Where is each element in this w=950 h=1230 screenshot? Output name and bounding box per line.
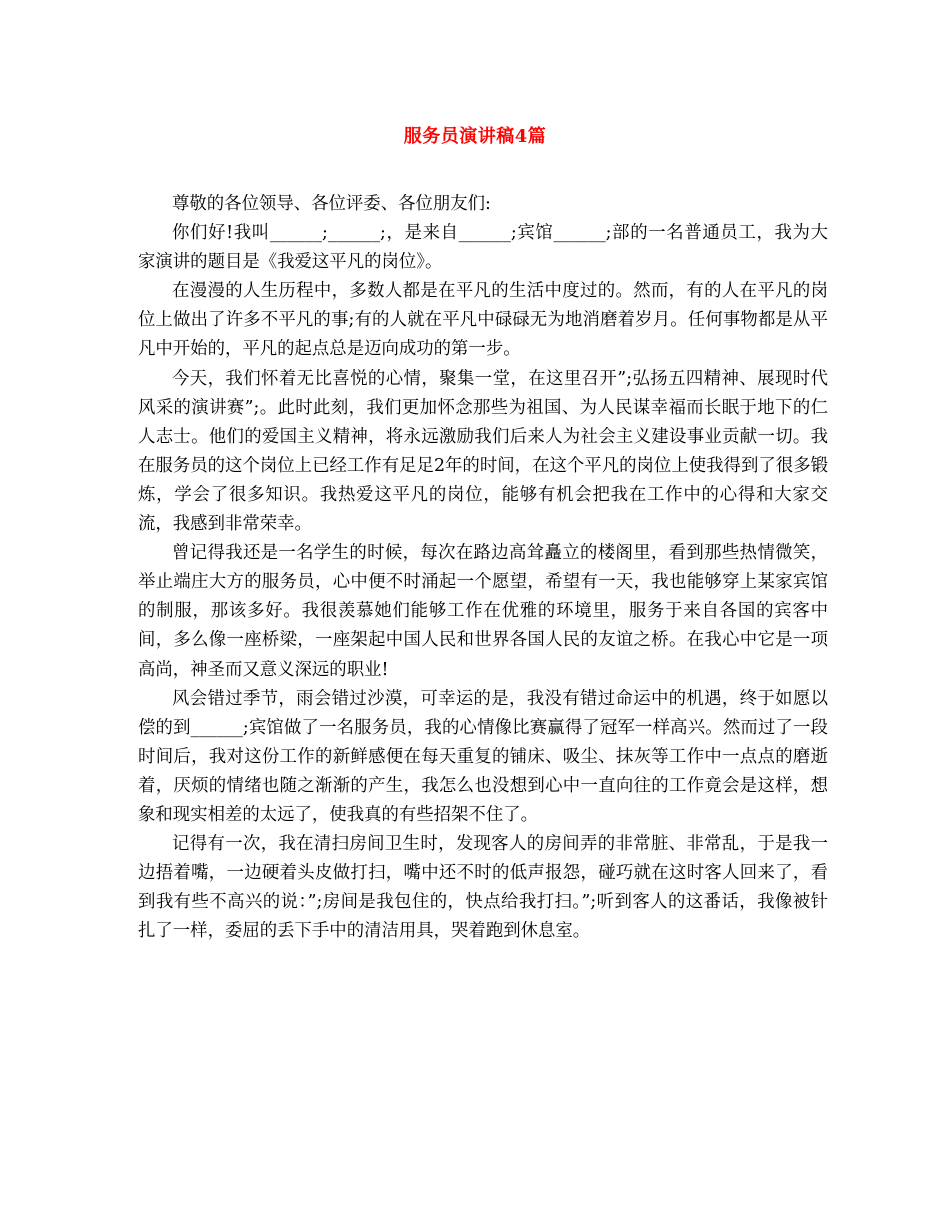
body-paragraph: 曾记得我还是一名学生的时候，每次在路边高耸矗立的楼阁里，看到那些热情微笑，举止端庄大方的服务员，心中便不时涌起一个愿望，希望有一天，我也能够穿上某家宾馆的制服，那该多好。我很羡慕她们能够工作在优雅的环境里，服务于来自各国的宾客中间，多么像一座桥梁，一座架起中国人民和世界各国人民的友谊之桥。在我心中它是一项高尚，神圣而又意义深远的职业! (138, 543, 828, 680)
body-paragraph: 今天，我们怀着无比喜悦的心情，聚集一堂，在这里召开”;弘扬五四精神、展现时代风采的演讲赛”;。此时此刻，我们更加怀念那些为祖国、为人民谋幸福而长眠于地下的仁人志士。他们的爱国主义精神，将永远激励我们后来人为社会主义建设事业贡献一切。我在服务员的这个岗位上已经工作有足足2年的时间，在这个平凡的岗位上使我得到了很多锻炼，学会了很多知识。我热爱这平凡的岗位，能够有机会把我在工作中的心得和大家交流，我感到非常荣幸。 (138, 368, 828, 535)
body-paragraph: 风会错过季节，雨会错过沙漠，可幸运的是，我没有错过命运中的机遇，终于如愿以偿的到______;宾馆做了一名服务员，我的心情像比赛赢得了冠军一样高兴。然而过了一段时间后，我对这份工作的新鲜感便在每天重复的铺床、吸尘、抹灰等工作中一点点的磨逝着，厌烦的情绪也随之渐渐的产生，我怎么也没想到心中一直向往的工作竟会是这样，想象和现实相差的太远了，使我真的有些招架不住了。 (138, 688, 828, 825)
introduction-paragraph: 你们好!我叫______;______;，是来自______;宾馆______;部的一名普通员工，我为大家演讲的题目是《我爱这平凡的岗位》。 (138, 223, 828, 273)
document-body (138, 190, 828, 946)
salutation-paragraph: 尊敬的各位领导、各位评委、各位朋友们: (172, 194, 491, 214)
document-title: 服务员演讲稿4篇 (403, 126, 547, 147)
body-paragraph: 记得有一次，我在清扫房间卫生时，发现客人的房间弄的非常脏、非常乱，于是我一边捂着嘴，一边硬着头皮做打扫，嘴中还不时的低声报怨，碰巧就在这时客人回来了，看到我有些不高兴的说：”;房间是我包住的，快点给我打扫。”;听到客人的这番话，我像被针扎了一样，委屈的丢下手中的清洁用具，哭着跑到休息室。 (138, 834, 828, 942)
body-paragraph: 在漫漫的人生历程中，多数人都是在平凡的生活中度过的。然而，有的人在平凡的岗位上做出了许多不平凡的事;有的人就在平凡中碌碌无为地消磨着岁月。任何事物都是从平凡中开始的，平凡的起点总是迈向成功的第一步。 (138, 281, 828, 360)
